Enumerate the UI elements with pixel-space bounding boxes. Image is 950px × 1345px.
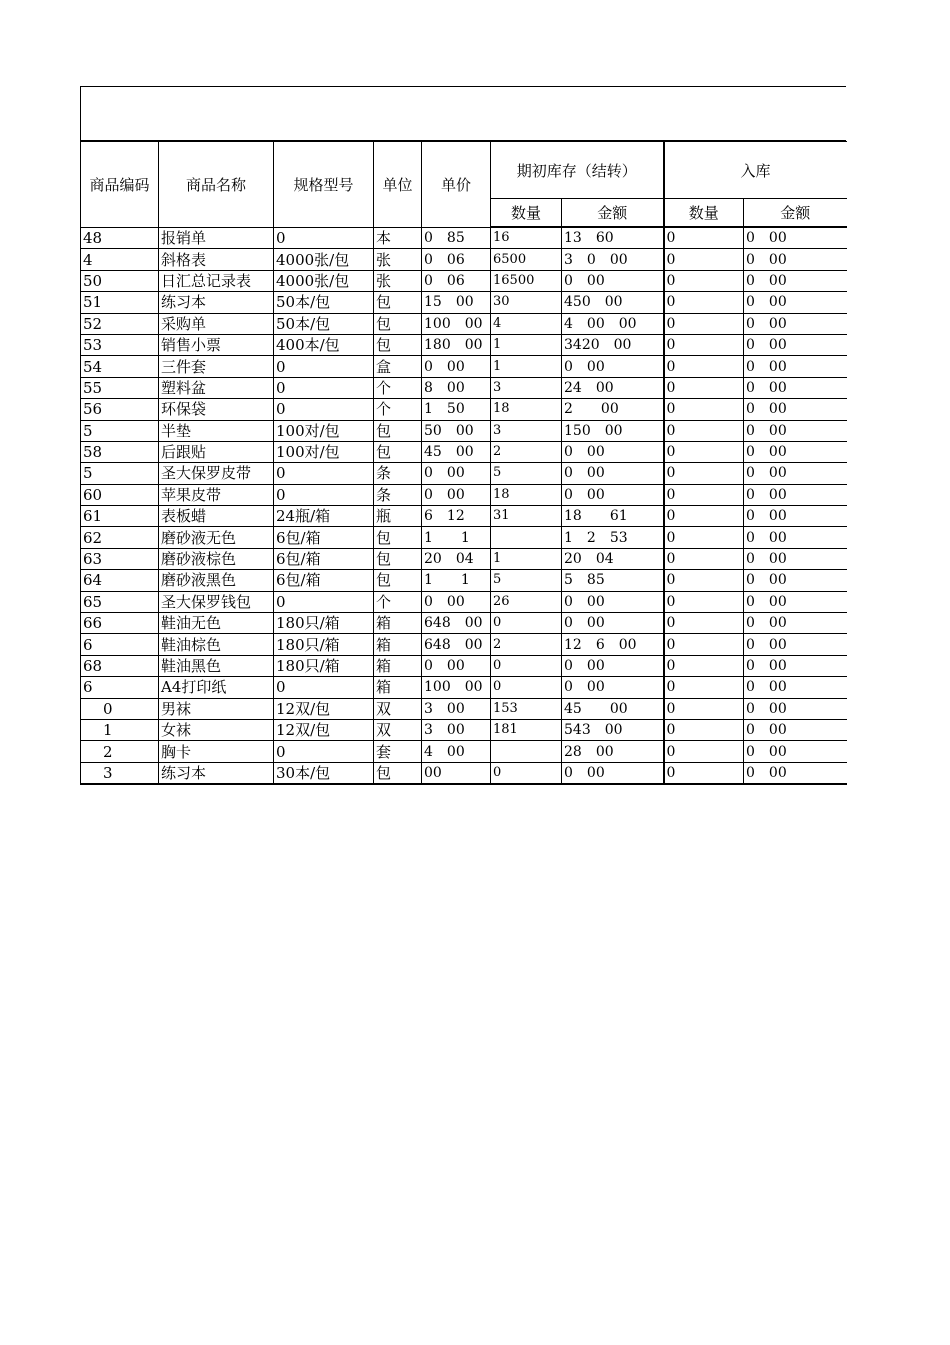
cell-code[interactable]: 53 (81, 334, 159, 355)
cell-price[interactable]: 0 00 (422, 356, 491, 377)
header-spec: 规格型号 (274, 142, 374, 228)
cell-inbound-qty[interactable]: 0 (664, 420, 744, 441)
table-body (81, 227, 847, 784)
cell-opening-amount[interactable]: 0 00 (562, 441, 664, 462)
header-inbound-qty: 数量 (664, 199, 744, 228)
cell-spec[interactable]: 6包/箱 (274, 570, 374, 591)
header-opening-qty: 数量 (491, 199, 562, 228)
cell-opening-amount[interactable]: 24 00 (562, 377, 664, 398)
cell-opening-amount[interactable]: 0 00 (562, 356, 664, 377)
cell-inbound-amount[interactable]: 0 00 (744, 463, 847, 484)
cell-code[interactable]: 3 (81, 762, 159, 784)
cell-code[interactable]: 61 (81, 506, 159, 527)
header-inbound-amount: 金额 (744, 199, 847, 228)
cell-spec[interactable]: 0 (274, 741, 374, 762)
cell-unit[interactable]: 瓶 (374, 506, 422, 527)
cell-inbound-amount[interactable]: 0 00 (744, 741, 847, 762)
cell-spec[interactable]: 4000张/包 (274, 270, 374, 291)
cell-unit[interactable]: 双 (374, 719, 422, 740)
table-row (81, 463, 847, 484)
cell-code[interactable]: 62 (81, 527, 159, 548)
cell-inbound-amount[interactable]: 0 00 (744, 719, 847, 740)
cell-price[interactable]: 50 00 (422, 420, 491, 441)
cell-spec[interactable]: 400本/包 (274, 334, 374, 355)
cell-price[interactable]: 0 00 (422, 463, 491, 484)
cell-opening-amount[interactable]: 20 04 (562, 548, 664, 569)
cell-price[interactable]: 3 00 (422, 698, 491, 719)
cell-inbound-qty[interactable]: 0 (664, 484, 744, 505)
inventory-sheet (80, 86, 846, 785)
cell-inbound-qty[interactable]: 0 (664, 270, 744, 291)
cell-unit[interactable]: 个 (374, 399, 422, 420)
cell-opening-amount[interactable]: 0 00 (562, 677, 664, 698)
cell-unit[interactable]: 双 (374, 698, 422, 719)
cell-unit[interactable]: 套 (374, 741, 422, 762)
cell-name[interactable]: 男袜 (159, 698, 274, 719)
cell-inbound-amount[interactable]: 0 00 (744, 613, 847, 634)
cell-code[interactable]: 58 (81, 441, 159, 462)
cell-price[interactable]: 1 1 (422, 527, 491, 548)
cell-code[interactable]: 54 (81, 356, 159, 377)
table-row (81, 591, 847, 612)
cell-price[interactable]: 0 85 (422, 227, 491, 249)
cell-opening-qty[interactable]: 18 (491, 484, 562, 505)
cell-unit[interactable]: 本 (374, 227, 422, 249)
cell-spec[interactable]: 6包/箱 (274, 548, 374, 569)
table-row (81, 399, 847, 420)
cell-opening-qty[interactable]: 0 (491, 613, 562, 634)
cell-inbound-qty[interactable]: 0 (664, 506, 744, 527)
cell-code[interactable]: 51 (81, 292, 159, 313)
table-row (81, 548, 847, 569)
cell-spec[interactable]: 100对/包 (274, 441, 374, 462)
table-row (81, 570, 847, 591)
cell-spec[interactable]: 0 (274, 463, 374, 484)
cell-unit[interactable]: 箱 (374, 655, 422, 676)
cell-name[interactable]: 鞋油棕色 (159, 634, 274, 655)
cell-name[interactable]: 磨砂液无色 (159, 527, 274, 548)
cell-spec[interactable]: 0 (274, 227, 374, 249)
cell-opening-amount[interactable]: 150 00 (562, 420, 664, 441)
cell-price[interactable]: 8 00 (422, 377, 491, 398)
cell-unit[interactable]: 个 (374, 377, 422, 398)
cell-inbound-qty[interactable]: 0 (664, 655, 744, 676)
cell-opening-qty[interactable]: 0 (491, 677, 562, 698)
cell-unit[interactable]: 个 (374, 591, 422, 612)
cell-inbound-qty[interactable]: 0 (664, 634, 744, 655)
cell-name[interactable]: 圣大保罗皮带 (159, 463, 274, 484)
table-row (81, 249, 847, 270)
cell-opening-qty[interactable]: 1 (491, 548, 562, 569)
cell-name[interactable]: 胸卡 (159, 741, 274, 762)
cell-inbound-qty[interactable]: 0 (664, 441, 744, 462)
cell-opening-amount[interactable]: 45 00 (562, 698, 664, 719)
table-row (81, 484, 847, 505)
cell-price[interactable]: 0 06 (422, 249, 491, 270)
cell-name[interactable]: 环保袋 (159, 399, 274, 420)
cell-unit[interactable]: 包 (374, 548, 422, 569)
cell-inbound-amount[interactable]: 0 00 (744, 313, 847, 334)
cell-opening-amount[interactable]: 12 6 00 (562, 634, 664, 655)
cell-inbound-amount[interactable]: 0 00 (744, 762, 847, 784)
cell-opening-qty[interactable]: 3 (491, 420, 562, 441)
cell-inbound-qty[interactable]: 0 (664, 227, 744, 249)
cell-opening-qty[interactable]: 4 (491, 313, 562, 334)
header-opening-stock: 期初库存（结转） (491, 142, 664, 199)
cell-name[interactable]: 三件套 (159, 356, 274, 377)
cell-price[interactable]: 0 06 (422, 270, 491, 291)
cell-price[interactable]: 100 00 (422, 313, 491, 334)
cell-code[interactable]: 5 (81, 463, 159, 484)
cell-code[interactable]: 52 (81, 313, 159, 334)
cell-opening-qty[interactable] (491, 741, 562, 762)
cell-price[interactable]: 20 04 (422, 548, 491, 569)
cell-spec[interactable]: 30本/包 (274, 762, 374, 784)
cell-inbound-qty[interactable]: 0 (664, 377, 744, 398)
cell-name[interactable]: 半垫 (159, 420, 274, 441)
cell-opening-qty[interactable]: 18 (491, 399, 562, 420)
cell-unit[interactable]: 箱 (374, 613, 422, 634)
cell-unit[interactable]: 盒 (374, 356, 422, 377)
cell-opening-qty[interactable] (491, 527, 562, 548)
table-row (81, 762, 847, 784)
sheet-title-cell[interactable] (80, 86, 846, 141)
cell-code[interactable]: 1 (81, 719, 159, 740)
cell-inbound-qty[interactable]: 0 (664, 334, 744, 355)
cell-opening-qty[interactable]: 1 (491, 356, 562, 377)
cell-code[interactable]: 48 (81, 227, 159, 249)
cell-name[interactable]: 采购单 (159, 313, 274, 334)
cell-inbound-qty[interactable]: 0 (664, 570, 744, 591)
cell-opening-qty[interactable]: 16 (491, 227, 562, 249)
cell-spec[interactable]: 0 (274, 677, 374, 698)
cell-inbound-amount[interactable]: 0 00 (744, 399, 847, 420)
cell-opening-amount[interactable]: 1 2 53 (562, 527, 664, 548)
header-inbound: 入库 (664, 142, 847, 199)
cell-name[interactable]: 塑料盆 (159, 377, 274, 398)
cell-name[interactable]: 女袜 (159, 719, 274, 740)
cell-code[interactable]: 5 (81, 420, 159, 441)
cell-code[interactable]: 64 (81, 570, 159, 591)
cell-inbound-amount[interactable]: 0 00 (744, 527, 847, 548)
cell-spec[interactable]: 50本/包 (274, 292, 374, 313)
cell-opening-qty[interactable]: 0 (491, 762, 562, 784)
cell-opening-amount[interactable]: 0 00 (562, 591, 664, 612)
cell-price[interactable]: 0 00 (422, 591, 491, 612)
table-row (81, 420, 847, 441)
cell-price[interactable]: 0 00 (422, 484, 491, 505)
cell-opening-amount[interactable]: 5 85 (562, 570, 664, 591)
cell-spec[interactable]: 180只/箱 (274, 655, 374, 676)
cell-opening-amount[interactable]: 2 00 (562, 399, 664, 420)
cell-unit[interactable]: 箱 (374, 677, 422, 698)
table-row (81, 741, 847, 762)
cell-price[interactable]: 45 00 (422, 441, 491, 462)
cell-opening-qty[interactable]: 16500 (491, 270, 562, 291)
cell-inbound-qty[interactable]: 0 (664, 741, 744, 762)
cell-inbound-qty[interactable]: 0 (664, 677, 744, 698)
cell-opening-amount[interactable]: 0 00 (562, 613, 664, 634)
cell-unit[interactable]: 张 (374, 249, 422, 270)
cell-opening-amount[interactable]: 3420 00 (562, 334, 664, 355)
cell-inbound-amount[interactable]: 0 00 (744, 356, 847, 377)
cell-name[interactable]: 表板蜡 (159, 506, 274, 527)
cell-unit[interactable]: 条 (374, 484, 422, 505)
cell-opening-qty[interactable]: 30 (491, 292, 562, 313)
cell-code[interactable]: 60 (81, 484, 159, 505)
cell-name[interactable]: 苹果皮带 (159, 484, 274, 505)
cell-price[interactable]: 4 00 (422, 741, 491, 762)
cell-price[interactable]: 6 12 (422, 506, 491, 527)
cell-inbound-amount[interactable]: 0 00 (744, 292, 847, 313)
cell-name[interactable]: 练习本 (159, 292, 274, 313)
cell-inbound-amount[interactable]: 0 00 (744, 548, 847, 569)
cell-inbound-qty[interactable]: 0 (664, 698, 744, 719)
cell-code[interactable]: 56 (81, 399, 159, 420)
cell-spec[interactable]: 0 (274, 399, 374, 420)
table-row (81, 634, 847, 655)
cell-code[interactable]: 63 (81, 548, 159, 569)
cell-inbound-amount[interactable]: 0 00 (744, 677, 847, 698)
cell-unit[interactable]: 条 (374, 463, 422, 484)
cell-opening-qty[interactable]: 181 (491, 719, 562, 740)
cell-price[interactable]: 15 00 (422, 292, 491, 313)
cell-inbound-qty[interactable]: 0 (664, 356, 744, 377)
cell-opening-qty[interactable]: 153 (491, 698, 562, 719)
cell-spec[interactable]: 100对/包 (274, 420, 374, 441)
cell-spec[interactable]: 180只/箱 (274, 634, 374, 655)
cell-name[interactable]: 报销单 (159, 227, 274, 249)
cell-code[interactable]: 2 (81, 741, 159, 762)
cell-inbound-qty[interactable]: 0 (664, 591, 744, 612)
table-row (81, 613, 847, 634)
cell-spec[interactable]: 6包/箱 (274, 527, 374, 548)
cell-code[interactable]: 6 (81, 677, 159, 698)
cell-opening-amount[interactable]: 18 61 (562, 506, 664, 527)
cell-name[interactable]: 销售小票 (159, 334, 274, 355)
cell-opening-qty[interactable]: 1 (491, 334, 562, 355)
cell-inbound-amount[interactable]: 0 00 (744, 506, 847, 527)
cell-opening-amount[interactable]: 0 00 (562, 484, 664, 505)
cell-price[interactable]: 648 00 (422, 613, 491, 634)
cell-price[interactable]: 00 (422, 762, 491, 784)
cell-name[interactable]: 鞋油无色 (159, 613, 274, 634)
cell-opening-qty[interactable]: 31 (491, 506, 562, 527)
cell-unit[interactable]: 包 (374, 762, 422, 784)
cell-inbound-amount[interactable]: 0 00 (744, 270, 847, 291)
cell-inbound-qty[interactable]: 0 (664, 292, 744, 313)
cell-spec[interactable]: 4000张/包 (274, 249, 374, 270)
cell-unit[interactable]: 包 (374, 334, 422, 355)
cell-code[interactable]: 66 (81, 613, 159, 634)
cell-inbound-amount[interactable]: 0 00 (744, 249, 847, 270)
cell-spec[interactable]: 0 (274, 377, 374, 398)
cell-spec[interactable]: 180只/箱 (274, 613, 374, 634)
cell-unit[interactable]: 张 (374, 270, 422, 291)
cell-unit[interactable]: 包 (374, 292, 422, 313)
cell-unit[interactable]: 包 (374, 527, 422, 548)
cell-inbound-qty[interactable]: 0 (664, 548, 744, 569)
cell-opening-qty[interactable]: 0 (491, 655, 562, 676)
cell-inbound-amount[interactable]: 0 00 (744, 420, 847, 441)
cell-code[interactable]: 68 (81, 655, 159, 676)
table-row (81, 441, 847, 462)
cell-inbound-qty[interactable]: 0 (664, 463, 744, 484)
cell-inbound-qty[interactable]: 0 (664, 399, 744, 420)
cell-spec[interactable]: 0 (274, 484, 374, 505)
cell-inbound-qty[interactable]: 0 (664, 527, 744, 548)
cell-code[interactable]: 6 (81, 634, 159, 655)
table-row (81, 270, 847, 291)
cell-opening-qty[interactable]: 2 (491, 634, 562, 655)
cell-inbound-amount[interactable]: 0 00 (744, 591, 847, 612)
cell-code[interactable]: 65 (81, 591, 159, 612)
cell-name[interactable]: 磨砂液棕色 (159, 548, 274, 569)
cell-unit[interactable]: 箱 (374, 634, 422, 655)
cell-price[interactable]: 100 00 (422, 677, 491, 698)
cell-inbound-amount[interactable]: 0 00 (744, 377, 847, 398)
cell-inbound-amount[interactable]: 0 00 (744, 484, 847, 505)
cell-unit[interactable]: 包 (374, 313, 422, 334)
cell-opening-amount[interactable]: 3 0 00 (562, 249, 664, 270)
table-row (81, 698, 847, 719)
cell-spec[interactable]: 24瓶/箱 (274, 506, 374, 527)
cell-inbound-amount[interactable]: 0 00 (744, 634, 847, 655)
cell-opening-amount[interactable]: 0 00 (562, 655, 664, 676)
cell-opening-qty[interactable]: 5 (491, 570, 562, 591)
cell-price[interactable]: 180 00 (422, 334, 491, 355)
header-opening-amount: 金额 (562, 199, 664, 228)
cell-name[interactable]: 斜格表 (159, 249, 274, 270)
cell-spec[interactable]: 0 (274, 356, 374, 377)
cell-code[interactable]: 0 (81, 698, 159, 719)
cell-unit[interactable]: 包 (374, 441, 422, 462)
cell-name[interactable]: A4打印纸 (159, 677, 274, 698)
cell-price[interactable]: 1 50 (422, 399, 491, 420)
cell-opening-amount[interactable]: 0 00 (562, 463, 664, 484)
cell-inbound-qty[interactable]: 0 (664, 613, 744, 634)
inventory-table (80, 141, 847, 785)
cell-spec[interactable]: 0 (274, 591, 374, 612)
table-row (81, 292, 847, 313)
table-row (81, 719, 847, 740)
cell-opening-amount[interactable]: 13 60 (562, 227, 664, 249)
cell-code[interactable]: 50 (81, 270, 159, 291)
cell-opening-amount[interactable]: 0 00 (562, 762, 664, 784)
cell-unit[interactable]: 包 (374, 570, 422, 591)
table-row (81, 377, 847, 398)
cell-inbound-amount[interactable]: 0 00 (744, 334, 847, 355)
table-row (81, 677, 847, 698)
table-row (81, 313, 847, 334)
cell-opening-amount[interactable]: 28 00 (562, 741, 664, 762)
table-row (81, 334, 847, 355)
cell-name[interactable]: 日汇总记录表 (159, 270, 274, 291)
cell-spec[interactable]: 50本/包 (274, 313, 374, 334)
cell-inbound-qty[interactable]: 0 (664, 719, 744, 740)
header-name: 商品名称 (159, 142, 274, 228)
cell-name[interactable]: 练习本 (159, 762, 274, 784)
cell-spec[interactable]: 12双/包 (274, 698, 374, 719)
header-price: 单价 (422, 142, 491, 228)
cell-opening-amount[interactable]: 0 00 (562, 270, 664, 291)
cell-inbound-amount[interactable]: 0 00 (744, 227, 847, 249)
table-row (81, 527, 847, 548)
cell-inbound-qty[interactable]: 0 (664, 762, 744, 784)
cell-code[interactable]: 55 (81, 377, 159, 398)
cell-price[interactable]: 1 1 (422, 570, 491, 591)
cell-opening-amount[interactable]: 450 00 (562, 292, 664, 313)
cell-name[interactable]: 圣大保罗钱包 (159, 591, 274, 612)
table-row (81, 655, 847, 676)
cell-inbound-amount[interactable]: 0 00 (744, 570, 847, 591)
cell-name[interactable]: 鞋油黑色 (159, 655, 274, 676)
table-row (81, 227, 847, 249)
cell-inbound-amount[interactable]: 0 00 (744, 441, 847, 462)
cell-opening-qty[interactable]: 6500 (491, 249, 562, 270)
cell-opening-qty[interactable]: 2 (491, 441, 562, 462)
cell-price[interactable]: 3 00 (422, 719, 491, 740)
cell-price[interactable]: 0 00 (422, 655, 491, 676)
cell-inbound-qty[interactable]: 0 (664, 249, 744, 270)
cell-inbound-amount[interactable]: 0 00 (744, 655, 847, 676)
cell-code[interactable]: 4 (81, 249, 159, 270)
cell-opening-amount[interactable]: 4 00 00 (562, 313, 664, 334)
cell-unit[interactable]: 包 (374, 420, 422, 441)
header-unit: 单位 (374, 142, 422, 228)
header-code: 商品编码 (81, 142, 159, 228)
cell-inbound-amount[interactable]: 0 00 (744, 698, 847, 719)
cell-opening-amount[interactable]: 543 00 (562, 719, 664, 740)
cell-inbound-qty[interactable]: 0 (664, 313, 744, 334)
cell-name[interactable]: 后跟贴 (159, 441, 274, 462)
cell-opening-qty[interactable]: 3 (491, 377, 562, 398)
cell-spec[interactable]: 12双/包 (274, 719, 374, 740)
table-row (81, 506, 847, 527)
table-row (81, 356, 847, 377)
cell-opening-qty[interactable]: 26 (491, 591, 562, 612)
cell-price[interactable]: 648 00 (422, 634, 491, 655)
cell-name[interactable]: 磨砂液黑色 (159, 570, 274, 591)
cell-opening-qty[interactable]: 5 (491, 463, 562, 484)
